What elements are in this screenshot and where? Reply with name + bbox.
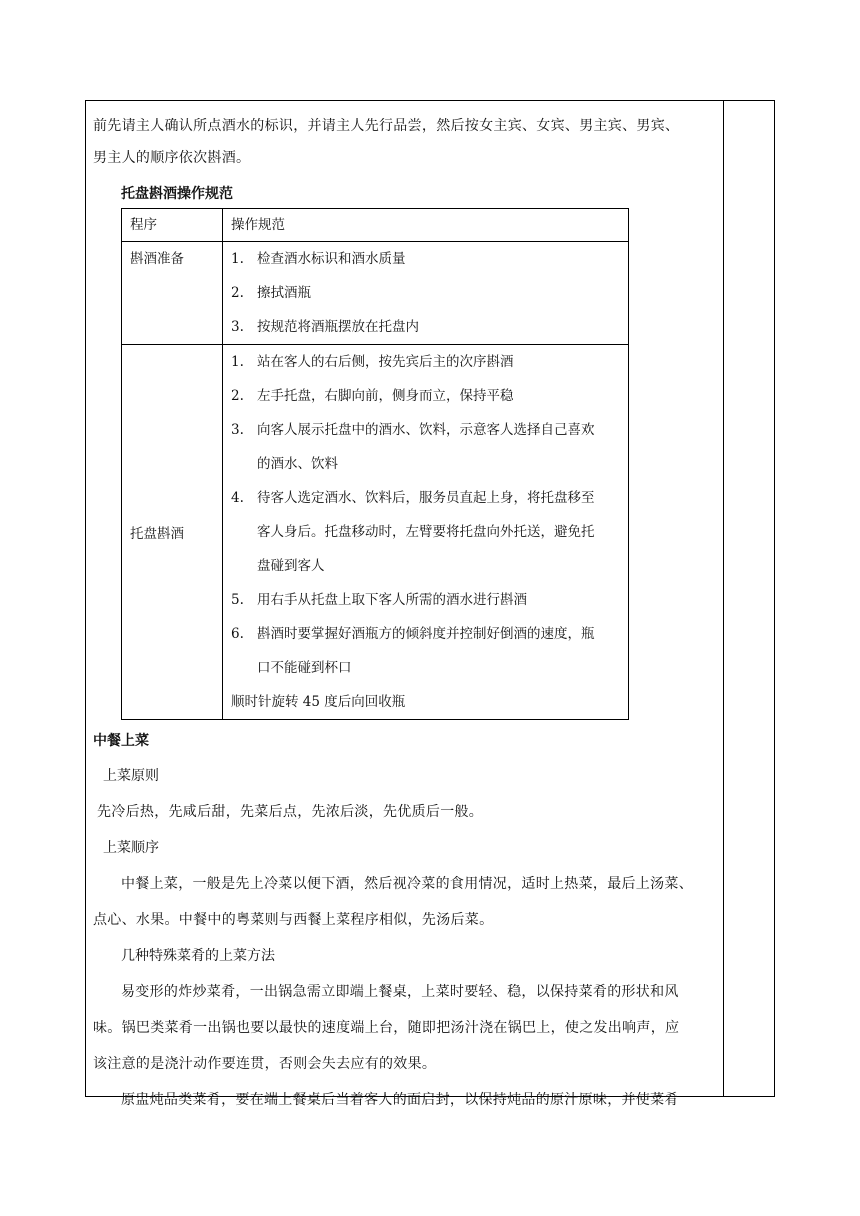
prep-label: 斟酒准备 [122, 242, 223, 345]
header-procedure: 程序 [122, 209, 223, 242]
header-spec: 操作规范 [223, 209, 629, 242]
list-item: 3. 按规范将酒瓶摆放在托盘内 [231, 319, 419, 335]
intro-line-2: 男主人的顺序依次斟酒。 [93, 150, 251, 166]
list-item-continuation: 盘碰到客人 [257, 558, 325, 574]
table-row-prep [122, 242, 629, 345]
column-divider [723, 100, 724, 1097]
special-p2-line-1: 原盅炖品类菜肴，要在端上餐桌后当着客人的面启封，以保持炖品的原汁原味，并使菜肴 [121, 1092, 679, 1108]
intro-line-1: 前先请主人确认所点酒水的标识，并请主人先行品尝，然后按女主宾、女宾、男主宾、男宾、 [93, 118, 680, 134]
order-title: 上菜顺序 [103, 840, 159, 856]
list-item: 6. 斟酒时要掌握好酒瓶方的倾斜度并控制好倒酒的速度，瓶 [231, 626, 595, 642]
list-item: 1. 检查酒水标识和酒水质量 [231, 251, 406, 267]
list-item-continuation: 客人身后。托盘移动时，左臂要将托盘向外托送，避免托 [257, 524, 595, 540]
list-item: 1. 站在客人的右后侧，按先宾后主的次序斟酒 [231, 354, 514, 370]
prep-steps [223, 242, 629, 345]
table-header-row [122, 209, 629, 242]
table-row-pour [122, 345, 629, 720]
principle-text: 先冷后热，先咸后甜，先菜后点，先浓后淡，先优质后一般。 [97, 804, 484, 820]
special-p1-line-3: 该注意的是浇汁动作要连贯，否则会失去应有的效果。 [93, 1056, 437, 1072]
special-p1-line-2: 味。锅巴类菜肴一出锅也要以最快的速度端上台，随即把汤汁浇在锅巴上，使之发出响声，应 [93, 1020, 680, 1036]
tray-section-title: 托盘斟酒操作规范 [121, 186, 233, 202]
list-item-continuation: 的酒水、饮料 [257, 456, 338, 472]
tray-spec-table [121, 208, 629, 720]
pour-label: 托盘斟酒 [122, 345, 223, 720]
chinese-serving-title: 中餐上菜 [93, 733, 149, 749]
list-item: 5. 用右手从托盘上取下客人所需的酒水进行斟酒 [231, 592, 527, 608]
order-line-1: 中餐上菜，一般是先上冷菜以便下酒，然后视冷菜的食用情况，适时上热菜，最后上汤菜、 [121, 876, 693, 892]
list-item: 4. 待客人选定酒水、饮料后，服务员直起上身，将托盘移至 [231, 490, 595, 506]
list-item: 2. 左手托盘，右脚向前，侧身而立，保持平稳 [231, 388, 514, 404]
principle-title: 上菜原则 [103, 768, 159, 784]
list-item: 2. 擦拭酒瓶 [231, 285, 311, 301]
special-p1-line-1: 易变形的炸炒菜肴，一出锅急需立即端上餐桌，上菜时要轻、稳，以保持菜肴的形状和风 [121, 984, 679, 1000]
special-title: 几种特殊菜肴的上菜方法 [121, 948, 275, 964]
pour-tail-note: 顺时针旋转 45 度后向回收瓶 [231, 694, 406, 710]
list-item-continuation: 口不能碰到杯口 [257, 660, 352, 676]
document-content [93, 108, 715, 1118]
list-item: 3. 向客人展示托盘中的酒水、饮料，示意客人选择自己喜欢 [231, 422, 595, 438]
pour-steps [223, 345, 629, 720]
order-line-2: 点心、水果。中餐中的粤菜则与西餐上菜程序相似，先汤后菜。 [93, 912, 494, 928]
